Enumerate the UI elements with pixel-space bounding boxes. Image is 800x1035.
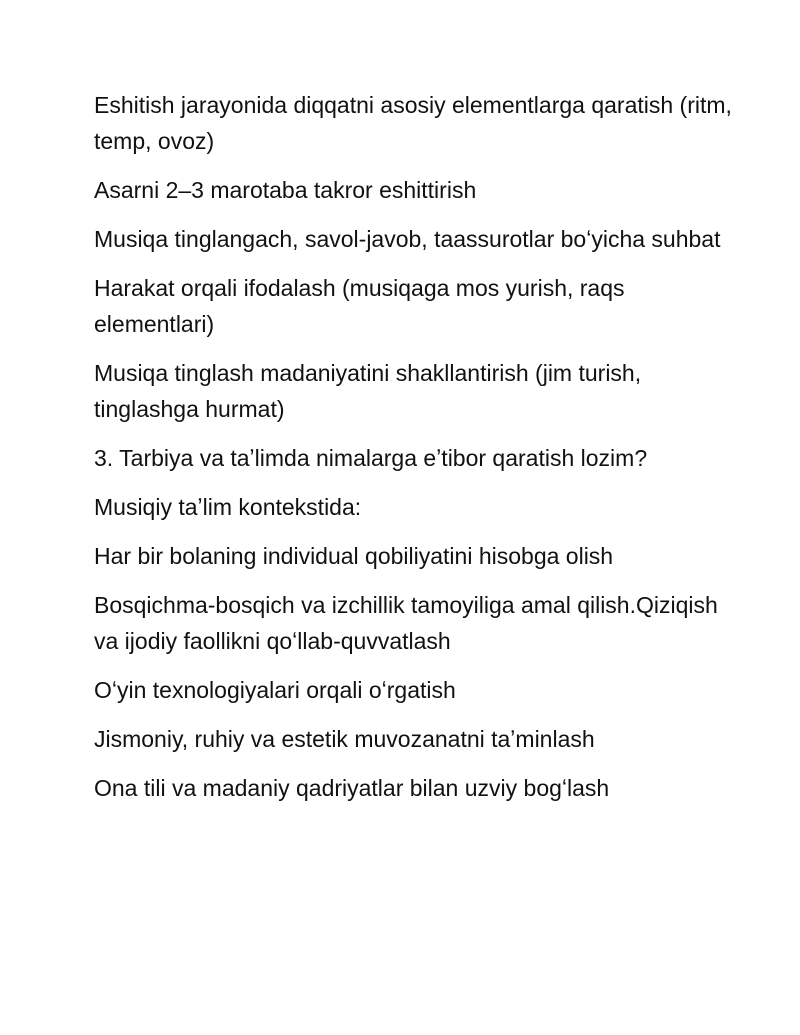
paragraph-game-technologies: Oʻyin texnologiyalari orqali oʻrgatish: [94, 677, 456, 703]
paragraph-balance: Jismoniy, ruhiy va estetik muvozanatni taʼminlash: [94, 726, 595, 752]
paragraph-discussion: Musiqa tinglangach, savol-javob, taassurotlar boʻyicha suhbat: [94, 226, 721, 252]
paragraph-repeat-listening: Asarni 2–3 marotaba takror eshittirish: [94, 177, 477, 203]
paragraph-listening-focus: Eshitish jarayonida diqqatni asosiy elementlarga qaratish (ritm, temp, ovoz): [94, 92, 732, 154]
document-body: [94, 87, 734, 819]
paragraph-context-intro: Musiqiy taʼlim kontekstida:: [94, 494, 362, 520]
paragraph-individual-ability: Har bir bolaning individual qobiliyatini hisobga olish: [94, 543, 614, 569]
paragraph-listening-culture: Musiqa tinglash madaniyatini shakllantirish (jim turish, tinglashga hurmat): [94, 360, 642, 422]
paragraph-native-language: Ona tili va madaniy qadriyatlar bilan uzviy bogʻlash: [94, 775, 610, 801]
paragraph-step-by-step: Bosqichma-bosqich va izchillik tamoyiliga amal qilish.Qiziqish va ijodiy faollikni qoʻllab-quvvatlash: [94, 592, 718, 654]
paragraph-movement-expression: Harakat orqali ifodalash (musiqaga mos yurish, raqs elementlari): [94, 275, 625, 337]
section-heading-question-3: 3. Tarbiya va taʼlimda nimalarga eʼtibor qaratish lozim?: [94, 445, 648, 471]
